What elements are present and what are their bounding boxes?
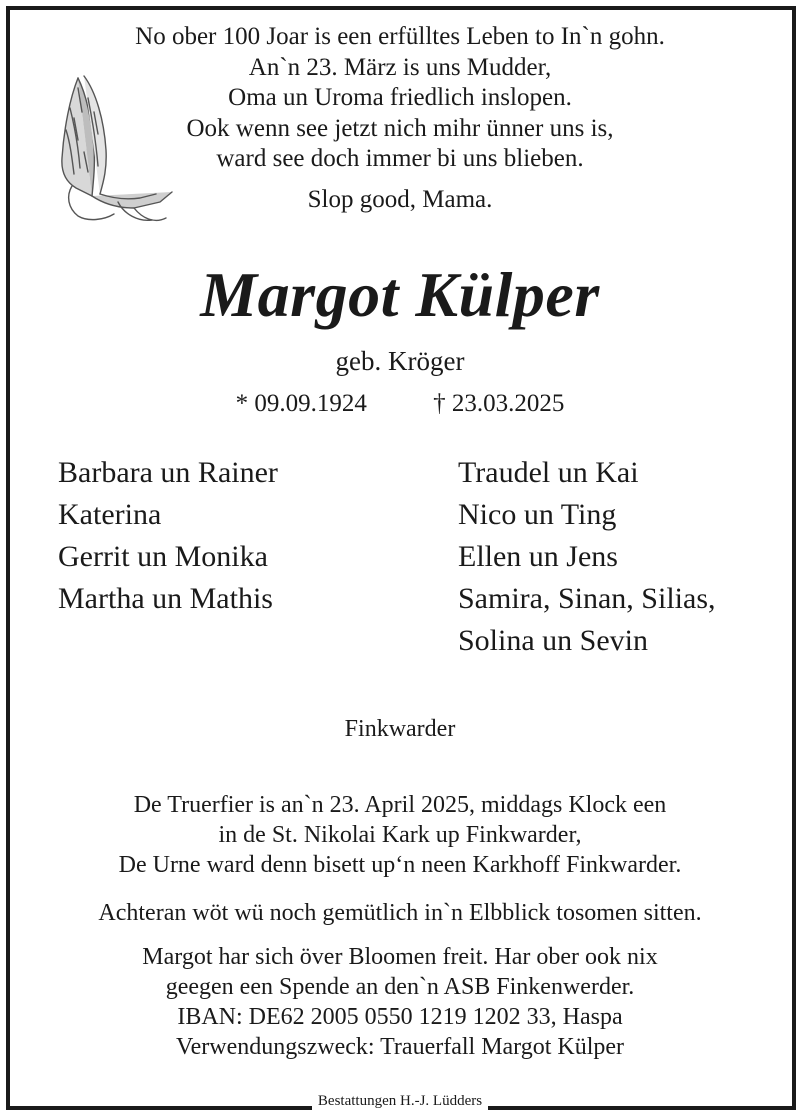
poem-line: Oma un Uroma friedlich inslopen.	[228, 84, 572, 111]
donation-line: Margot har sich över Bloomen freit. Har ober ook nix	[142, 944, 658, 970]
birth-date: * 09.09.1924	[235, 390, 367, 417]
poem	[0, 22, 800, 215]
death-date: † 23.03.2025	[433, 390, 565, 417]
poem-line: Ook wenn see jetzt nich mihr ünner uns is,	[186, 114, 614, 142]
funeral-line: De Truerfier is an`n 23. April 2025, middags Klock een	[133, 792, 667, 818]
funeral-details	[0, 790, 800, 880]
deceased-name: Margot Külper	[200, 259, 600, 330]
mourner-entry: Traudel un Kai	[458, 456, 639, 489]
mourner-entry: Martha un Mathis	[58, 582, 273, 615]
mourner-entry: Barbara un Rainer	[58, 456, 278, 489]
funeral-line: in de St. Nikolai Kark up Finkwarder,	[218, 822, 582, 848]
donation-note	[0, 942, 800, 1062]
gathering-note: Achteran wöt wü noch gemütlich in`n Elbblick tosomen sitten.	[98, 900, 702, 926]
poem-line: An`n 23. März is uns Mudder,	[248, 53, 552, 81]
poem-line: ward see doch immer bi uns blieben.	[216, 145, 584, 172]
funeral-line: De Urne ward denn bisett up‘n neen Karkhoff Finkwarder.	[118, 852, 682, 878]
undertaker-credit: Bestattungen H.-J. Lüdders	[312, 1092, 488, 1110]
donation-line: Verwendungszweck: Trauerfall Margot Külper	[175, 1034, 625, 1060]
donation-line: geegen een Spende an den`n ASB Finkenwerder.	[165, 974, 635, 1000]
mourner-entry: Solina un Sevin	[458, 624, 649, 657]
mourners-left	[58, 452, 278, 620]
footer	[0, 1092, 800, 1110]
mourner-entry: Gerrit un Monika	[58, 540, 268, 573]
donation-line: IBAN: DE62 2005 0550 1219 1202 33, Haspa	[177, 1004, 623, 1030]
mourner-entry: Nico un Ting	[458, 498, 617, 531]
mourner-entry: Samira, Sinan, Silias,	[458, 582, 716, 615]
place: Finkwarder	[344, 716, 456, 742]
mourner-entry: Katerina	[58, 498, 162, 531]
poem-line: No ober 100 Joar is een erfülltes Leben to In`n gohn.	[135, 23, 665, 50]
birth-name: geb. Kröger	[335, 346, 465, 376]
mourners-right	[458, 452, 716, 662]
life-dates	[0, 390, 800, 418]
mourner-entry: Ellen un Jens	[458, 540, 618, 573]
poem-closing: Slop good, Mama.	[307, 185, 493, 213]
